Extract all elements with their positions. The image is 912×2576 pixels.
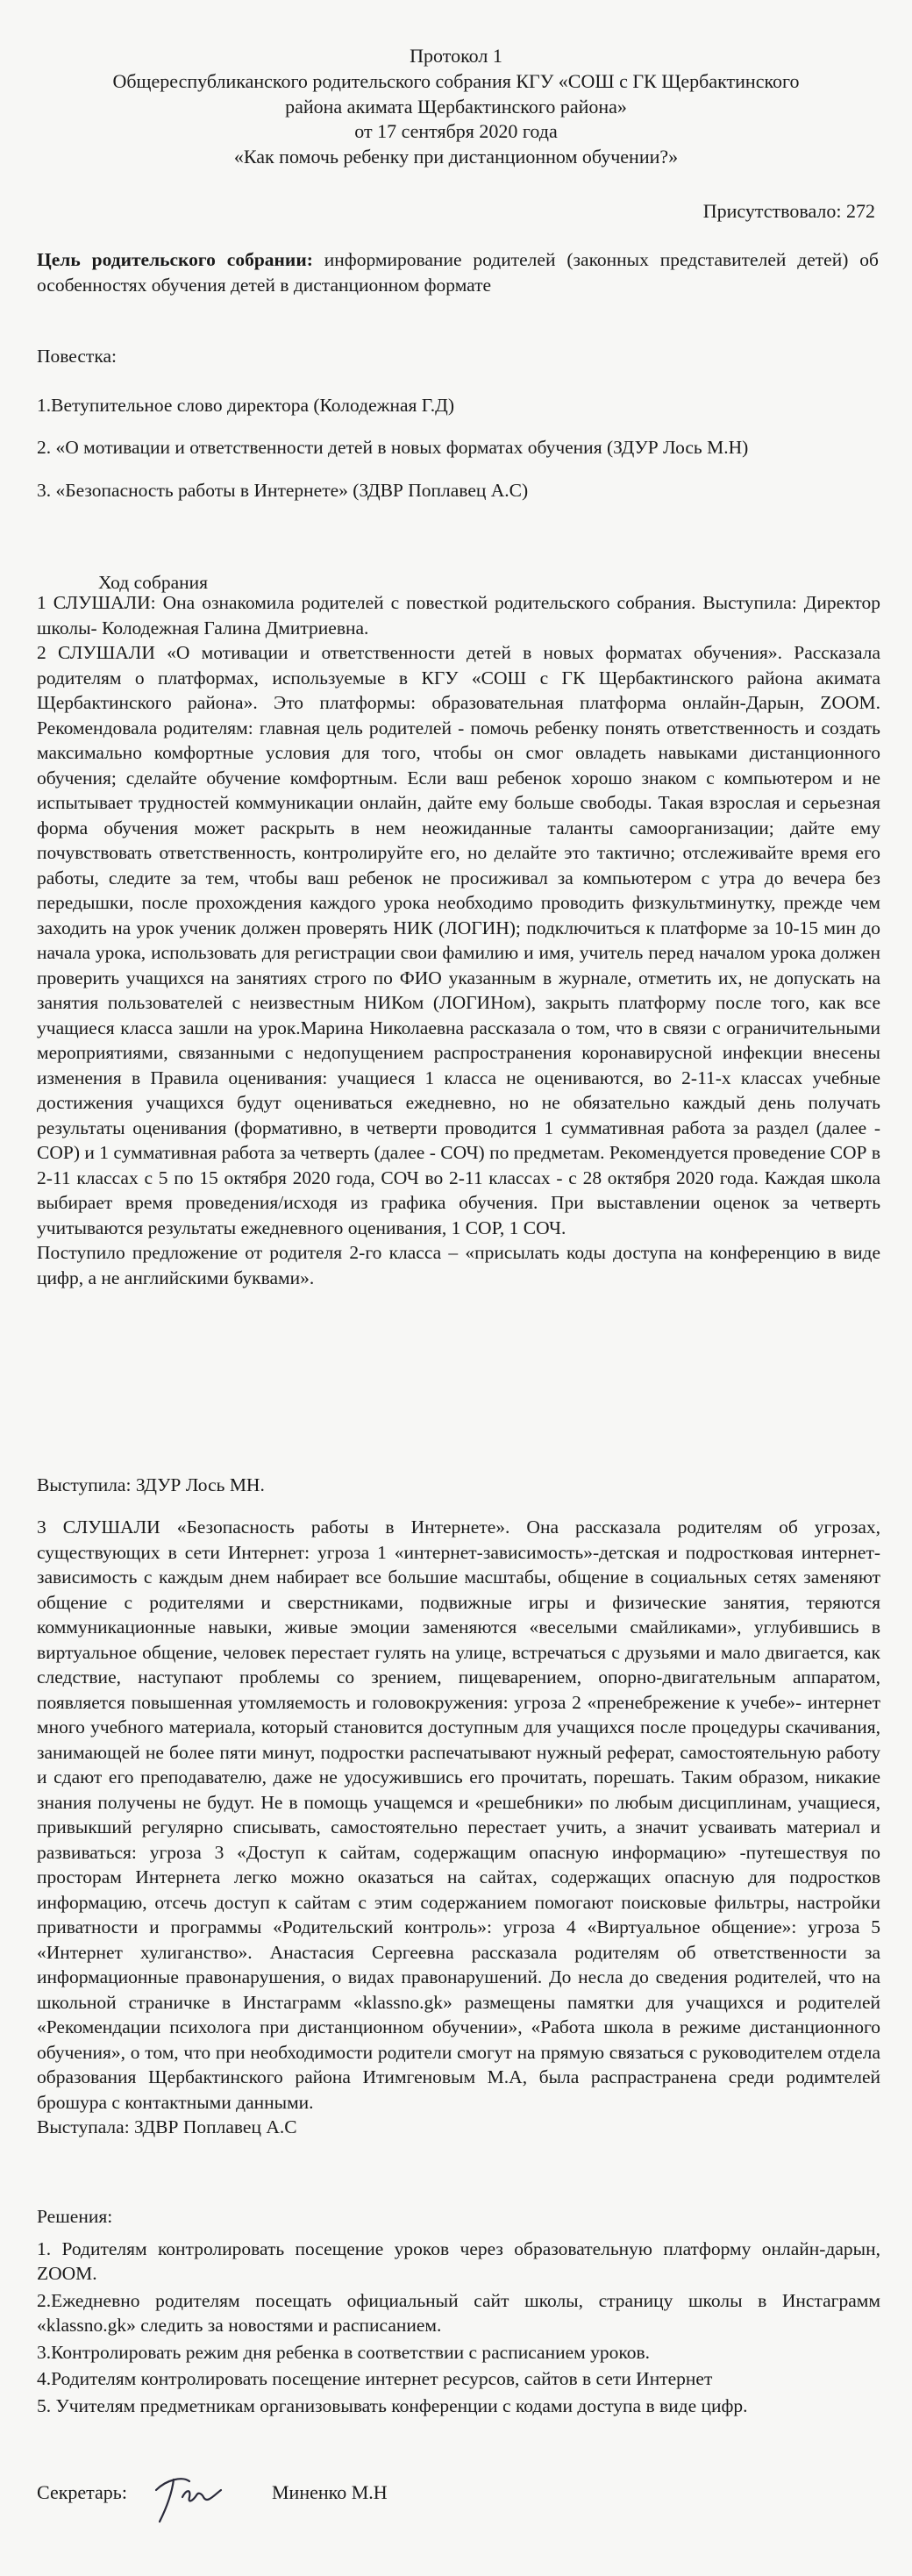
document-title: Протокол 1	[410, 45, 502, 67]
decision-item: 2.Ежедневно родителям посещать официальный сайт школы, страницу школы в Инстаграмм «klassno.gk» следить за новостями и расписанием.	[37, 2289, 880, 2336]
header-line-topic: «Как помочь ребенку при дистанционном обучении?»	[233, 146, 679, 168]
attendance-count: Присутствовало: 272	[702, 200, 875, 222]
decision-item: 3.Контролировать режим дня ребенка в соответствии с расписанием уроков.	[37, 2341, 650, 2363]
secretary-block	[37, 2471, 651, 2532]
proceedings-item-1: 1 СЛУШАЛИ: Она ознакомила родителей с повесткой родительского собрания. Выступила: Директор школы- Колодежная Галина Дмитриевна.	[37, 592, 880, 639]
decision-item: 1. Родителям контролировать посещение уроков через образовательную платформу онлайн-дарын, ZOOM.	[37, 2237, 880, 2284]
agenda-item: 3. «Безопасность работы в Интернете» (ЗДВР Поплавец А.С)	[37, 480, 529, 501]
goal-label: Цель родительского собрании:	[37, 249, 313, 270]
secretary-label: Секретарь:	[37, 2481, 127, 2503]
proceedings-title: Ход собрания	[98, 572, 209, 593]
secretary-name: Миненко М.Н	[272, 2481, 388, 2503]
speaker-line: Выступала: ЗДВР Поплавец А.С	[37, 2116, 297, 2137]
decisions-block	[37, 2204, 880, 2420]
speaker-line: Выступила: ЗДУР Лось МН.	[37, 1474, 265, 1495]
decisions-title: Решения:	[37, 2206, 113, 2227]
parent-proposal: Поступило предложение от родителя 2-го класса – «присылать коды доступа на конференцию в виде цифр, а не английскими буквами».	[37, 1242, 880, 1288]
agenda-title: Повестка:	[37, 346, 117, 367]
header-line-organization: Общереспубликанского родительского собрания КГУ «СОШ с ГК Щербактинского	[112, 69, 800, 92]
goal-text: информирование родителей (законных представителей детей) об особенностях обучения детей в дистанционном формате	[37, 249, 879, 296]
header-line-date: от 17 сентября 2020 года	[354, 120, 558, 143]
meeting-goal	[37, 247, 879, 297]
agenda-item: 1.Ветупительное слово директора (Колодежная Г.Д)	[37, 395, 454, 416]
header-line-district: района акимата Щербактинского района»	[285, 95, 627, 118]
decision-item: 4.Родителям контролировать посещение интернет ресурсов, сайтов в сети Интернет	[37, 2368, 713, 2389]
proceedings-block	[37, 590, 880, 1290]
agenda-item: 2. «О мотивации и ответственности детей в новых форматах обучения (ЗДУР Лось М.Н)	[37, 437, 749, 458]
proceedings-block-3	[37, 1515, 880, 2140]
decision-item: 5. Учителям предметникам организовывать конференции с кодами доступа в виде цифр.	[37, 2394, 748, 2416]
proceedings-item-3: 3 СЛУШАЛИ «Безопасность работы в Интернете». Она рассказала родителям об угрозах, существующих в сети Интернет: угроза 1 «интернет-зависимость»-детская и подростковая интернет-зависимость с каждым днем набирает все большие масштабы, общение в социальных сетях заменяют общение с родителями и сверстниками, подвижные игры и физические занятия, теряются коммуникационные навыки, живые эмоции заменяются «веселыми смайликами», углубившись в виртуальное общение, человек перестает гулять на улице, встречаться с друзьями и мало двигается, как следствие, наступают проблемы со зрением, пищеварением, опорно-двигательным аппаратом, появляется повышенная утомляемость и головокружения: угроза 2 «пренебрежение к учебе»- интернет много учебного материала, который становится доступным для учащихся после процедуры скачивания, занимающей не более пяти минут, подростки распечатывают нужный реферат, самостоятельную работу и сдают его преподавателю, даже не удосужившись его прочитать, порешать. Таким образом, никакие знания получены не будут. Не в помощь учащемся и «решебники» по любым дисциплинам, учащиеся, привыкший регулярно списывать, самостоятельно перестает учить, а значит усваивать материал и развиваться: угроза 3 «Доступ к сайтам, содержащим опасную информацию» -путешествуя по просторам Интернета легко можно оказаться на сайтах, содержащих опасную для подростков информацию, отсечь доступ к сайтам с этим содержанием помогают поисковые фильтры, настройки приватности и программы «Родительский контроль»: угроза 4 «Виртуальное общение»: угроза 5 «Интернет хулиганство». Анастасия Сергеевна рассказала родителям об ответственности за информационные правонарушения, о видах правонарушений. До несла до сведения родителей, что на школьной страничке в Инстаграмм «klassno.gk» размещены памятки для учащихся и родителей «Рекомендации психолога при дистанционном обучении», «Работа школа в режиме дистанционного обучения», о том, что при необходимости родители смогут на прямую связаться с руководителем отдела образования Щербактинского района Итимгеновым М.А, была распрастранена среди родимтелей брошура с контактными данными.	[37, 1516, 880, 2113]
document-header	[35, 44, 877, 170]
handwritten-signature-icon	[140, 2471, 237, 2527]
proceedings-item-2: 2 СЛУШАЛИ «О мотивации и ответственности детей в новых форматах обучения». Рассказала родителям о платформах, используемые в КГУ «СОШ с ГК Щербактинского района акимата Щербактинского района». Это платформы: образовательная платформа онлайн-Дарын, ZOOM. Рекомендовала родителям: главная цель родителей - помочь ребенку понять ответственность и создать максимально комфортные условия для того, чтобы он смог овладеть навыками дистанционного обучения; сделайте обучение комфортным. Если ваш ребенок хорошо знаком с компьютером и не испытывает трудностей коммуникации онлайн, дайте ему больше свободы. Такая взрослая и серьезная форма обучения может раскрыть в нем неожиданные таланты самоорганизации; дайте ему почувствовать ответственность, контролируйте его, но делайте это тактично; отслеживайте время его работы, следите за тем, чтобы ваш ребенок не просиживал за компьютером с утра до вечера без передышки, после прохождения каждого урока необходимо проводить физкультминутку, прежде чем заходить на урок ученик должен проверять НИК (ЛОГИН); подключиться к платформе за 10-15 мин до начала урока, использовать для регистрации свои фамилию и имя, учитель перед началом урока должен проверить учащихся на занятиях строго по ФИО указанным в журнале, отметить их, не допускать на занятия пользователей с неизвестным НИКом (ЛОГИНом), закрыть платформу после того, как все учащиеся класса зашли на урок.Марина Николаевна рассказала о том, что в связи с ограничительными мероприятиями, связанными с недопущением распространения коронавирусной инфекции внесены изменения в Правила оценивания: учащиеся 1 класса не оцениваются, во 2-11-х классах учебные достижения учащихся будут оцениваться ежедневно, но не обязательно каждый день получать результаты оценивания (формативно, в четверти проводится 1 суммативная работа за раздел (далее - СОР) и 1 суммативная работа за четверть (далее - СОЧ) по предметам. Рекомендуется проведение СОР в 2-11 классах с 5 по 15 октября 2020 года, СОЧ во 2-11 классах - с 28 октября 2020 года. Каждая школа выбирает время проведения/исходя из графика обучения. При выставлении оценок за четверть учитываются результаты ежедневного оценивания, 1 СОР, 1 СОЧ.	[37, 642, 880, 1238]
